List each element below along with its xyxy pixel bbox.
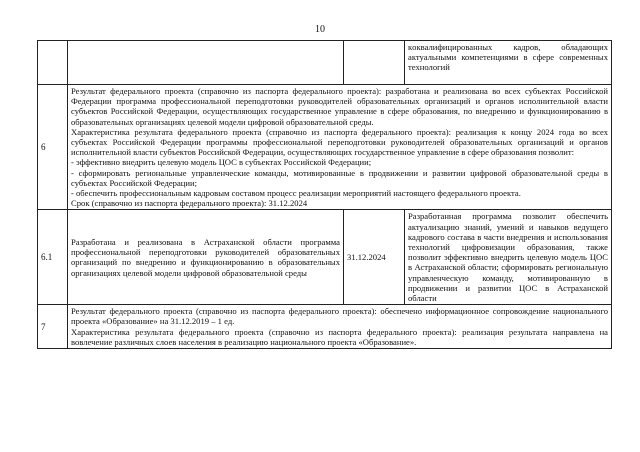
- row-number: 7: [38, 305, 68, 349]
- page-number: 10: [315, 24, 325, 35]
- section-7-body: [68, 305, 612, 349]
- cell-date-empty: [344, 41, 405, 85]
- activity-date: 31.12.2024: [344, 210, 405, 305]
- bullet-item: - обеспечить профессиональным кадровым составом процесс реализации мероприятий настоящего федерального проекта.: [71, 188, 521, 199]
- bullet-item: - сформировать региональные управленческие команды, мотивированные в продвижении и развитии цифровой образовательной среды в субъектах Российской Федерации;: [71, 167, 608, 188]
- table-row-section-6: [38, 85, 612, 210]
- deadline-paragraph: Срок (справочно из паспорта федерального проекта): 31.12.2024: [71, 198, 308, 209]
- cell-text-empty: [68, 41, 344, 85]
- table-row-section-7: [38, 305, 612, 349]
- plan-table: [37, 40, 612, 349]
- activity-text: Разработана и реализована в Астраханской области программа профессиональной переподготовки руководителей образовательных организаций по внедрению и функционированию в образовательных организациях целевой модели цифровой образовательной среды: [68, 210, 344, 305]
- characteristic-paragraph: Характеристика результата федерального проекта (справочно из паспорта федерального проекта): реализация результата направлена на вовлечение различных слоев населения в реализацию национального проекта «Образование».: [71, 326, 608, 347]
- row-number: 6.1: [38, 210, 68, 305]
- result-paragraph: Результат федерального проекта (справочно из паспорта федерального проекта): разработана и реализована во всех субъектах Российской Федерации программа профессиональной переподготовки руководителей образовательных организаций и органов исполнительной власти субъектов Российской Федерации, осуществляющих государственное управление в сфере образования, по внедрению и функционированию в образовательных организациях целевой модели цифровой образовательной среды.: [71, 86, 608, 127]
- cell-num-empty: [38, 41, 68, 85]
- bullet-item: - эффективно внедрить целевую модель ЦОС в субъектах Российской Федерации;: [71, 157, 372, 168]
- result-paragraph: Результат федерального проекта (справочно из паспорта федерального проекта): обеспечено информационное сопровождение национального проекта «Образование» на 31.12.2019 – 1 ед.: [71, 306, 608, 327]
- activity-result: Разработанная программа позволит обеспечить актуализацию знаний, умений и навыков ведущего кадрового состава в части внедрения и использования технологий цифровизации образования, также позволит эффективно внедрить целевую модель ЦОС в Астраханской области; сформировать региональную управленческую команду, мотивированную в продвижении и развитии ЦОС в Астраханской области: [405, 210, 612, 305]
- row-number: 6: [38, 85, 68, 210]
- table-row-section-6-1: [38, 210, 612, 305]
- characteristic-paragraph: Характеристика результата федерального проекта (справочно из паспорта федерального проекта): реализация к концу 2024 года во всех субъектах Российской Федерации программы профессиональной переподготовки руководителей образовательных организаций и органов исполнительной власти субъектов Российской Федерации, осуществляющих государственное управление в сфере образования позволит:: [71, 126, 608, 158]
- table-row-continued: [38, 41, 612, 85]
- section-6-body: [68, 85, 612, 210]
- cell-result-continued: кoквалифицированных кадров, обладающих актуальными компетенциями в сфере современных технологий: [405, 41, 612, 85]
